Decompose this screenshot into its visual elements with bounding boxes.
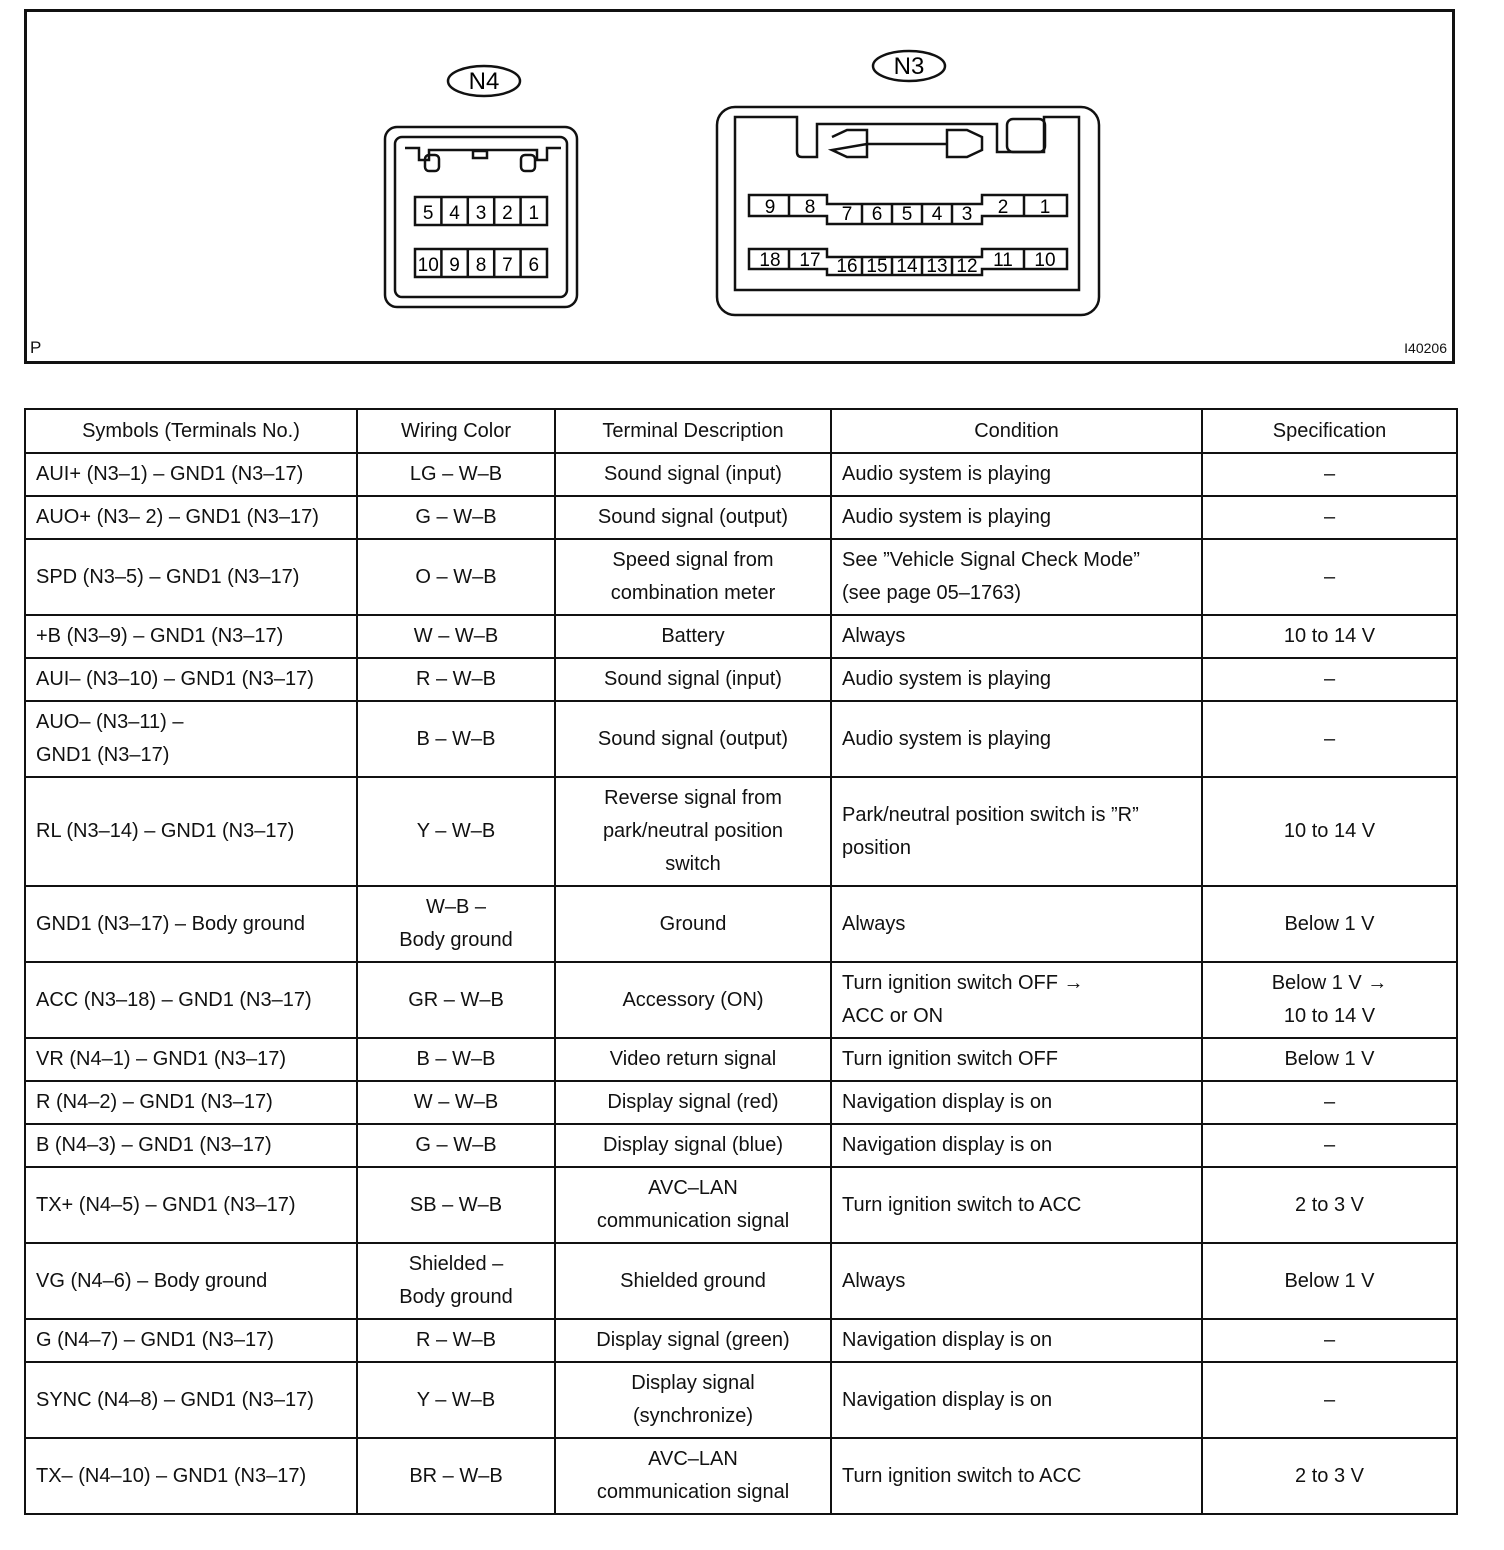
cell-condition: Audio system is playing [831, 658, 1202, 701]
cell-condition: Always [831, 886, 1202, 962]
cell-wiring-color: Y – W–B [357, 777, 555, 886]
pin-number: 4 [931, 204, 943, 225]
pin-number: 17 [799, 250, 821, 271]
cell-specification: – [1202, 658, 1457, 701]
cell-symbol: SPD (N3–5) – GND1 (N3–17) [25, 539, 357, 615]
cell-wiring-color: R – W–B [357, 1319, 555, 1362]
n3-latch [832, 130, 982, 157]
cell-condition: Audio system is playing [831, 453, 1202, 496]
cell-terminal-description: Display signal (red) [555, 1081, 831, 1124]
cell-condition: Turn ignition switch to ACC [831, 1438, 1202, 1514]
table-row [25, 1362, 1457, 1438]
pin-number: 9 [764, 197, 776, 218]
n4-label: N4 [468, 68, 500, 95]
figure-code: I40206 [1404, 340, 1447, 356]
cell-terminal-description: Shielded ground [555, 1243, 831, 1319]
cell-wiring-color: BR – W–B [357, 1438, 555, 1514]
cell-condition: Navigation display is on [831, 1319, 1202, 1362]
pin-number: 18 [759, 250, 781, 271]
n3-key-square [1007, 119, 1045, 152]
cell-wiring-color: W–B – Body ground [357, 886, 555, 962]
cell-symbol: R (N4–2) – GND1 (N3–17) [25, 1081, 357, 1124]
cell-terminal-description: Display signal (synchronize) [555, 1362, 831, 1438]
cell-symbol: AUO+ (N3– 2) – GND1 (N3–17) [25, 496, 357, 539]
cell-symbol: G (N4–7) – GND1 (N3–17) [25, 1319, 357, 1362]
pin-number: 9 [449, 255, 460, 276]
cell-condition: Turn ignition switch OFF [831, 1038, 1202, 1081]
cell-condition: Navigation display is on [831, 1124, 1202, 1167]
pin-number: 12 [956, 256, 978, 277]
header-specification: Specification [1202, 409, 1457, 453]
cell-terminal-description: AVC–LAN communication signal [555, 1438, 831, 1514]
cell-specification: Below 1 V [1202, 886, 1457, 962]
cell-specification: Below 1 V → 10 to 14 V [1202, 962, 1457, 1038]
pin-number: 13 [926, 256, 948, 277]
cell-terminal-description: Display signal (green) [555, 1319, 831, 1362]
cell-wiring-color: R – W–B [357, 658, 555, 701]
table-row [25, 701, 1457, 777]
cell-symbol: SYNC (N4–8) – GND1 (N3–17) [25, 1362, 357, 1438]
pin-number: 15 [866, 256, 888, 277]
cell-wiring-color: B – W–B [357, 1038, 555, 1081]
cell-specification: Below 1 V [1202, 1038, 1457, 1081]
cell-symbol: AUI+ (N3–1) – GND1 (N3–17) [25, 453, 357, 496]
pin-number: 1 [528, 203, 540, 224]
table-row [25, 615, 1457, 658]
cell-specification: 10 to 14 V [1202, 615, 1457, 658]
cell-symbol: GND1 (N3–17) – Body ground [25, 886, 357, 962]
cell-specification: 10 to 14 V [1202, 777, 1457, 886]
cell-symbol: RL (N3–14) – GND1 (N3–17) [25, 777, 357, 886]
cell-wiring-color: LG – W–B [357, 453, 555, 496]
cell-condition: Turn ignition switch to ACC [831, 1167, 1202, 1243]
header-terminal-description: Terminal Description [555, 409, 831, 453]
table-row [25, 539, 1457, 615]
cell-terminal-description: Sound signal (output) [555, 701, 831, 777]
cell-specification: 2 to 3 V [1202, 1438, 1457, 1514]
cell-wiring-color: SB – W–B [357, 1167, 555, 1243]
cell-terminal-description: Speed signal from combination meter [555, 539, 831, 615]
cell-specification: – [1202, 496, 1457, 539]
terminal-spec-table [24, 408, 1458, 1515]
header-wiring-color: Wiring Color [357, 409, 555, 453]
table-row [25, 777, 1457, 886]
cell-terminal-description: Video return signal [555, 1038, 831, 1081]
cell-symbol: TX– (N4–10) – GND1 (N3–17) [25, 1438, 357, 1514]
n4-latch-tab [473, 151, 487, 158]
cell-condition: Audio system is playing [831, 496, 1202, 539]
cell-terminal-description: AVC–LAN communication signal [555, 1167, 831, 1243]
cell-specification: Below 1 V [1202, 1243, 1457, 1319]
cell-terminal-description: Sound signal (output) [555, 496, 831, 539]
cell-wiring-color: GR – W–B [357, 962, 555, 1038]
pin-number: 8 [804, 197, 816, 218]
cell-condition: Navigation display is on [831, 1081, 1202, 1124]
cell-specification: – [1202, 1362, 1457, 1438]
cell-terminal-description: Reverse signal from park/neutral position switch [555, 777, 831, 886]
n4-key-left [425, 155, 439, 171]
cell-wiring-color: W – W–B [357, 1081, 555, 1124]
cell-specification: – [1202, 1124, 1457, 1167]
cell-symbol: B (N4–3) – GND1 (N3–17) [25, 1124, 357, 1167]
table-row [25, 1243, 1457, 1319]
cell-terminal-description: Battery [555, 615, 831, 658]
pin-number: 2 [997, 197, 1009, 218]
table-row [25, 962, 1457, 1038]
table-row [25, 886, 1457, 962]
cell-terminal-description: Accessory (ON) [555, 962, 831, 1038]
cell-condition: See ”Vehicle Signal Check Mode” (see page 05–1763) [831, 539, 1202, 615]
connector-figure [24, 9, 1455, 364]
cell-wiring-color: G – W–B [357, 496, 555, 539]
cell-condition: Audio system is playing [831, 701, 1202, 777]
cell-wiring-color: Y – W–B [357, 1362, 555, 1438]
table-row [25, 496, 1457, 539]
cell-wiring-color: O – W–B [357, 539, 555, 615]
pin-number: 5 [901, 204, 913, 225]
figure-corner-letter: P [30, 338, 42, 357]
table-row [25, 658, 1457, 701]
cell-condition: Navigation display is on [831, 1362, 1202, 1438]
pin-number: 11 [993, 250, 1013, 271]
cell-terminal-description: Display signal (blue) [555, 1124, 831, 1167]
cell-symbol: VG (N4–6) – Body ground [25, 1243, 357, 1319]
cell-condition: Always [831, 615, 1202, 658]
cell-wiring-color: W – W–B [357, 615, 555, 658]
header-symbols: Symbols (Terminals No.) [25, 409, 357, 453]
cell-symbol: VR (N4–1) – GND1 (N3–17) [25, 1038, 357, 1081]
connector-drawing [27, 12, 1452, 361]
table-row [25, 1438, 1457, 1514]
pin-number: 7 [841, 204, 853, 225]
cell-terminal-description: Ground [555, 886, 831, 962]
cell-specification: – [1202, 453, 1457, 496]
n4-key-right [521, 155, 535, 171]
table-row [25, 1167, 1457, 1243]
pin-number: 1 [1039, 197, 1051, 218]
table-header-row [25, 409, 1457, 453]
table-row [25, 1081, 1457, 1124]
cell-symbol: AUO– (N3–11) – GND1 (N3–17) [25, 701, 357, 777]
cell-specification: 2 to 3 V [1202, 1167, 1457, 1243]
cell-symbol: ACC (N3–18) – GND1 (N3–17) [25, 962, 357, 1038]
cell-condition: Park/neutral position switch is ”R” position [831, 777, 1202, 886]
table-row [25, 453, 1457, 496]
pin-number: 14 [896, 256, 918, 277]
cell-symbol: TX+ (N4–5) – GND1 (N3–17) [25, 1167, 357, 1243]
table-row [25, 1124, 1457, 1167]
cell-symbol: AUI– (N3–10) – GND1 (N3–17) [25, 658, 357, 701]
table-body [25, 453, 1457, 1514]
n3-pin-labels [759, 197, 1055, 277]
pin-number: 6 [871, 204, 883, 225]
cell-condition: Always [831, 1243, 1202, 1319]
pin-number: 8 [475, 255, 487, 276]
n3-label: N3 [893, 53, 925, 80]
cell-wiring-color: Shielded – Body ground [357, 1243, 555, 1319]
cell-specification: – [1202, 539, 1457, 615]
pin-number: 10 [417, 255, 439, 276]
pin-number: 6 [528, 255, 540, 276]
cell-specification: – [1202, 1081, 1457, 1124]
pin-number: 7 [502, 255, 513, 276]
cell-terminal-description: Sound signal (input) [555, 453, 831, 496]
pin-number: 5 [422, 203, 434, 224]
pin-number: 2 [502, 203, 513, 224]
pin-number: 16 [836, 256, 858, 277]
table-row [25, 1038, 1457, 1081]
cell-specification: – [1202, 1319, 1457, 1362]
cell-terminal-description: Sound signal (input) [555, 658, 831, 701]
pin-number: 3 [475, 203, 487, 224]
cell-symbol: +B (N3–9) – GND1 (N3–17) [25, 615, 357, 658]
cell-condition: Turn ignition switch OFF → ACC or ON [831, 962, 1202, 1038]
pin-number: 3 [961, 204, 973, 225]
pin-number: 10 [1034, 250, 1056, 271]
table-row [25, 1319, 1457, 1362]
pin-number: 4 [449, 203, 460, 224]
cell-wiring-color: B – W–B [357, 701, 555, 777]
cell-specification: – [1202, 701, 1457, 777]
header-condition: Condition [831, 409, 1202, 453]
cell-wiring-color: G – W–B [357, 1124, 555, 1167]
